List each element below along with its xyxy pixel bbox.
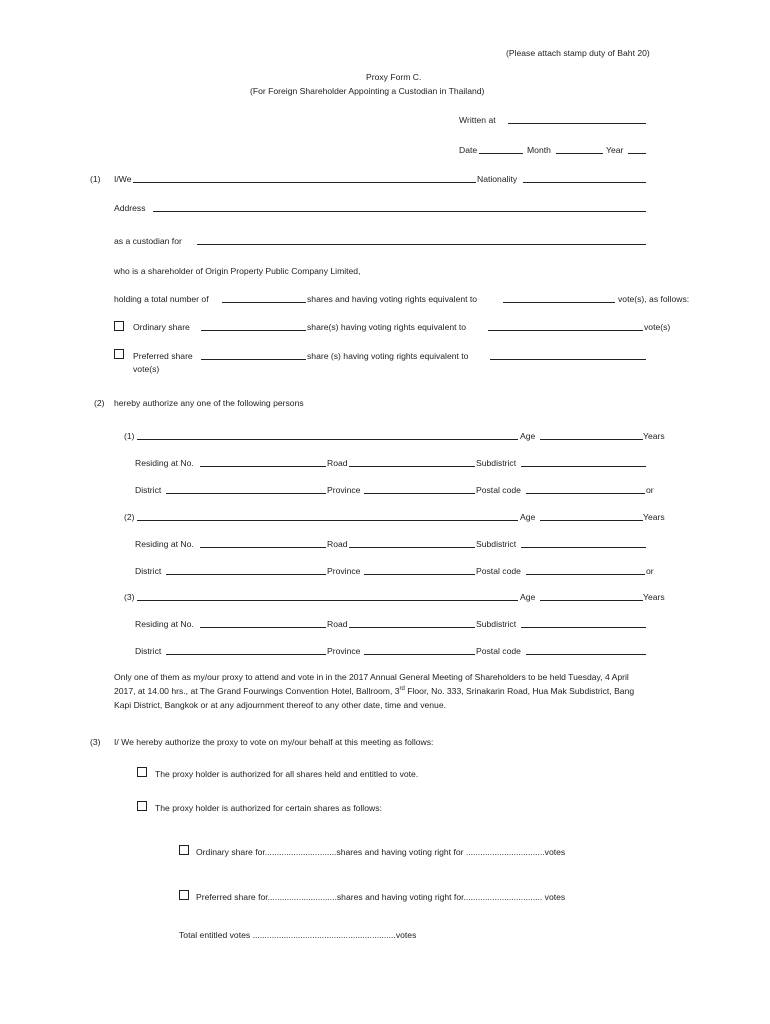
ordinary-shares-field[interactable] (201, 330, 306, 331)
certain-shares-label: The proxy holder is authorized for certain shares as follows: (155, 803, 382, 813)
person-1-road-label: Road (327, 458, 348, 468)
person-2-age-label: Age (520, 512, 536, 522)
person-1-province-field[interactable] (364, 493, 475, 494)
person-2-postal-label: Postal code (476, 566, 521, 576)
person-1-subdistrict-label: Subdistrict (476, 458, 517, 468)
form-title: Proxy Form C. (366, 72, 422, 82)
section2-number: (2) (94, 398, 105, 408)
year-field[interactable] (628, 153, 646, 154)
ordinary-mid-label: share(s) having voting rights equivalent to (307, 322, 467, 332)
nationality-field[interactable] (523, 182, 646, 183)
person-2-subdistrict-field[interactable] (521, 547, 646, 548)
month-field[interactable] (556, 153, 603, 154)
person-3-name-field[interactable] (137, 600, 518, 601)
preferred-shares-field[interactable] (201, 359, 306, 360)
person-2-province-label: Province (327, 566, 361, 576)
section1-number: (1) (90, 174, 101, 184)
person-3-age-field[interactable] (540, 600, 643, 601)
person-1-age-label: Age (520, 431, 536, 441)
person-2-district-label: District (135, 566, 162, 576)
person-2-number: (2) (124, 512, 135, 522)
shareholder-text: who is a shareholder of Origin Property Public Company Limited, (114, 266, 361, 276)
person-3-postal-label: Postal code (476, 646, 521, 656)
person-2-or-label: or (646, 566, 654, 576)
ordinary-share-for-label: Ordinary share for..............................shares and having voting right for .................................votes (196, 847, 566, 857)
preferred-share-label: Preferred share (133, 351, 193, 361)
person-1-district-field[interactable] (166, 493, 326, 494)
person-3-age-label: Age (520, 592, 536, 602)
person-3-residing-field[interactable] (200, 627, 326, 628)
person-2-road-label: Road (327, 539, 348, 549)
person-2-province-field[interactable] (364, 574, 475, 575)
person-2-name-field[interactable] (137, 520, 518, 521)
meeting-paragraph-line-2b: Floor, No. 333, Srinakarin Road, Hua Mak Subdistrict, Bang (404, 686, 635, 696)
person-1-name-field[interactable] (137, 439, 518, 440)
ordinal-superscript: rd (399, 686, 405, 693)
meeting-paragraph-line-2 (114, 684, 634, 698)
person-2-district-field[interactable] (166, 574, 326, 575)
person-3-subdistrict-field[interactable] (521, 627, 646, 628)
person-2-postal-field[interactable] (526, 574, 645, 575)
ordinary-votes-field[interactable] (488, 330, 643, 331)
section3-intro: I/ We hereby authorize the proxy to vote on my/our behalf at this meeting as follows: (114, 737, 434, 747)
person-3-number: (3) (124, 592, 135, 602)
section2-intro: hereby authorize any one of the following persons (114, 398, 304, 408)
person-3-years-label: Years (643, 592, 665, 602)
date-label: Date (459, 145, 478, 155)
name-field[interactable] (133, 182, 476, 183)
custodian-field[interactable] (197, 244, 646, 245)
all-shares-label: The proxy holder is authorized for all shares held and entitled to vote. (155, 769, 419, 779)
section3-number: (3) (90, 737, 101, 747)
address-field[interactable] (153, 211, 646, 212)
preferred-end-label: vote(s) (133, 364, 160, 374)
person-2-subdistrict-label: Subdistrict (476, 539, 517, 549)
total-entitled-votes-label: Total entitled votes ............................................................votes (179, 930, 417, 940)
preferred-share-for-checkbox[interactable] (179, 890, 189, 900)
ordinary-share-checkbox[interactable] (114, 321, 124, 331)
person-1-postal-label: Postal code (476, 485, 521, 495)
person-1-residing-label: Residing at No. (135, 458, 194, 468)
person-2-residing-field[interactable] (200, 547, 326, 548)
person-1-subdistrict-field[interactable] (521, 466, 646, 467)
person-3-province-label: Province (327, 646, 361, 656)
person-1-district-label: District (135, 485, 162, 495)
meeting-paragraph-line-2a: 2017, at 14.00 hrs., at The Grand Fourwings Convention Hotel, Ballroom, 3 (114, 686, 400, 696)
person-3-road-field[interactable] (349, 627, 475, 628)
total-votes-field[interactable] (503, 302, 615, 303)
written-at-field[interactable] (508, 123, 646, 124)
person-3-residing-label: Residing at No. (135, 619, 194, 629)
person-2-residing-label: Residing at No. (135, 539, 194, 549)
person-1-age-field[interactable] (540, 439, 643, 440)
ordinary-share-label: Ordinary share (133, 322, 190, 332)
preferred-share-for-label: Preferred share for.............................shares and having voting right for................................. votes (196, 892, 566, 902)
person-3-district-field[interactable] (166, 654, 326, 655)
person-1-number: (1) (124, 431, 135, 441)
year-label: Year (606, 145, 624, 155)
preferred-votes-field[interactable] (490, 359, 646, 360)
person-1-postal-field[interactable] (526, 493, 645, 494)
person-3-postal-field[interactable] (526, 654, 646, 655)
person-1-province-label: Province (327, 485, 361, 495)
votes-as-follows-label: vote(s), as follows: (618, 294, 690, 304)
ordinary-end-label: vote(s) (644, 322, 671, 332)
person-1-years-label: Years (643, 431, 665, 441)
meeting-paragraph-line-1: Only one of them as my/our proxy to attend and vote in in the 2017 Annual General Meeting of Shareholders to be held Tuesday, 4 April (114, 672, 629, 682)
meeting-paragraph-line-3: Kapi District, Bangkok or at any adjournment thereof to any other date, time and venue. (114, 700, 447, 710)
form-subtitle: (For Foreign Shareholder Appointing a Custodian in Thailand) (250, 86, 485, 96)
written-at-label: Written at (459, 115, 496, 125)
person-3-district-label: District (135, 646, 162, 656)
preferred-share-checkbox[interactable] (114, 349, 124, 359)
i-we-label: I/We (114, 174, 132, 184)
person-3-subdistrict-label: Subdistrict (476, 619, 517, 629)
shares-voting-label: shares and having voting rights equivalent to (307, 294, 478, 304)
address-label: Address (114, 203, 146, 213)
person-3-road-label: Road (327, 619, 348, 629)
certain-shares-checkbox[interactable] (137, 801, 147, 811)
holding-label: holding a total number of (114, 294, 209, 304)
preferred-mid-label: share (s) having voting rights equivalent to (307, 351, 469, 361)
person-3-province-field[interactable] (364, 654, 475, 655)
person-2-road-field[interactable] (349, 547, 475, 548)
stamp-duty-note: (Please attach stamp duty of Baht 20) (506, 48, 650, 58)
person-1-residing-field[interactable] (200, 466, 326, 467)
total-shares-field[interactable] (222, 302, 306, 303)
person-2-years-label: Years (643, 512, 665, 522)
all-shares-checkbox[interactable] (137, 767, 147, 777)
ordinary-share-for-checkbox[interactable] (179, 845, 189, 855)
custodian-label: as a custodian for (114, 236, 182, 246)
month-label: Month (527, 145, 551, 155)
nationality-label: Nationality (477, 174, 518, 184)
person-1-or-label: or (646, 485, 654, 495)
date-field[interactable] (479, 153, 523, 154)
person-2-age-field[interactable] (540, 520, 643, 521)
person-1-road-field[interactable] (349, 466, 475, 467)
